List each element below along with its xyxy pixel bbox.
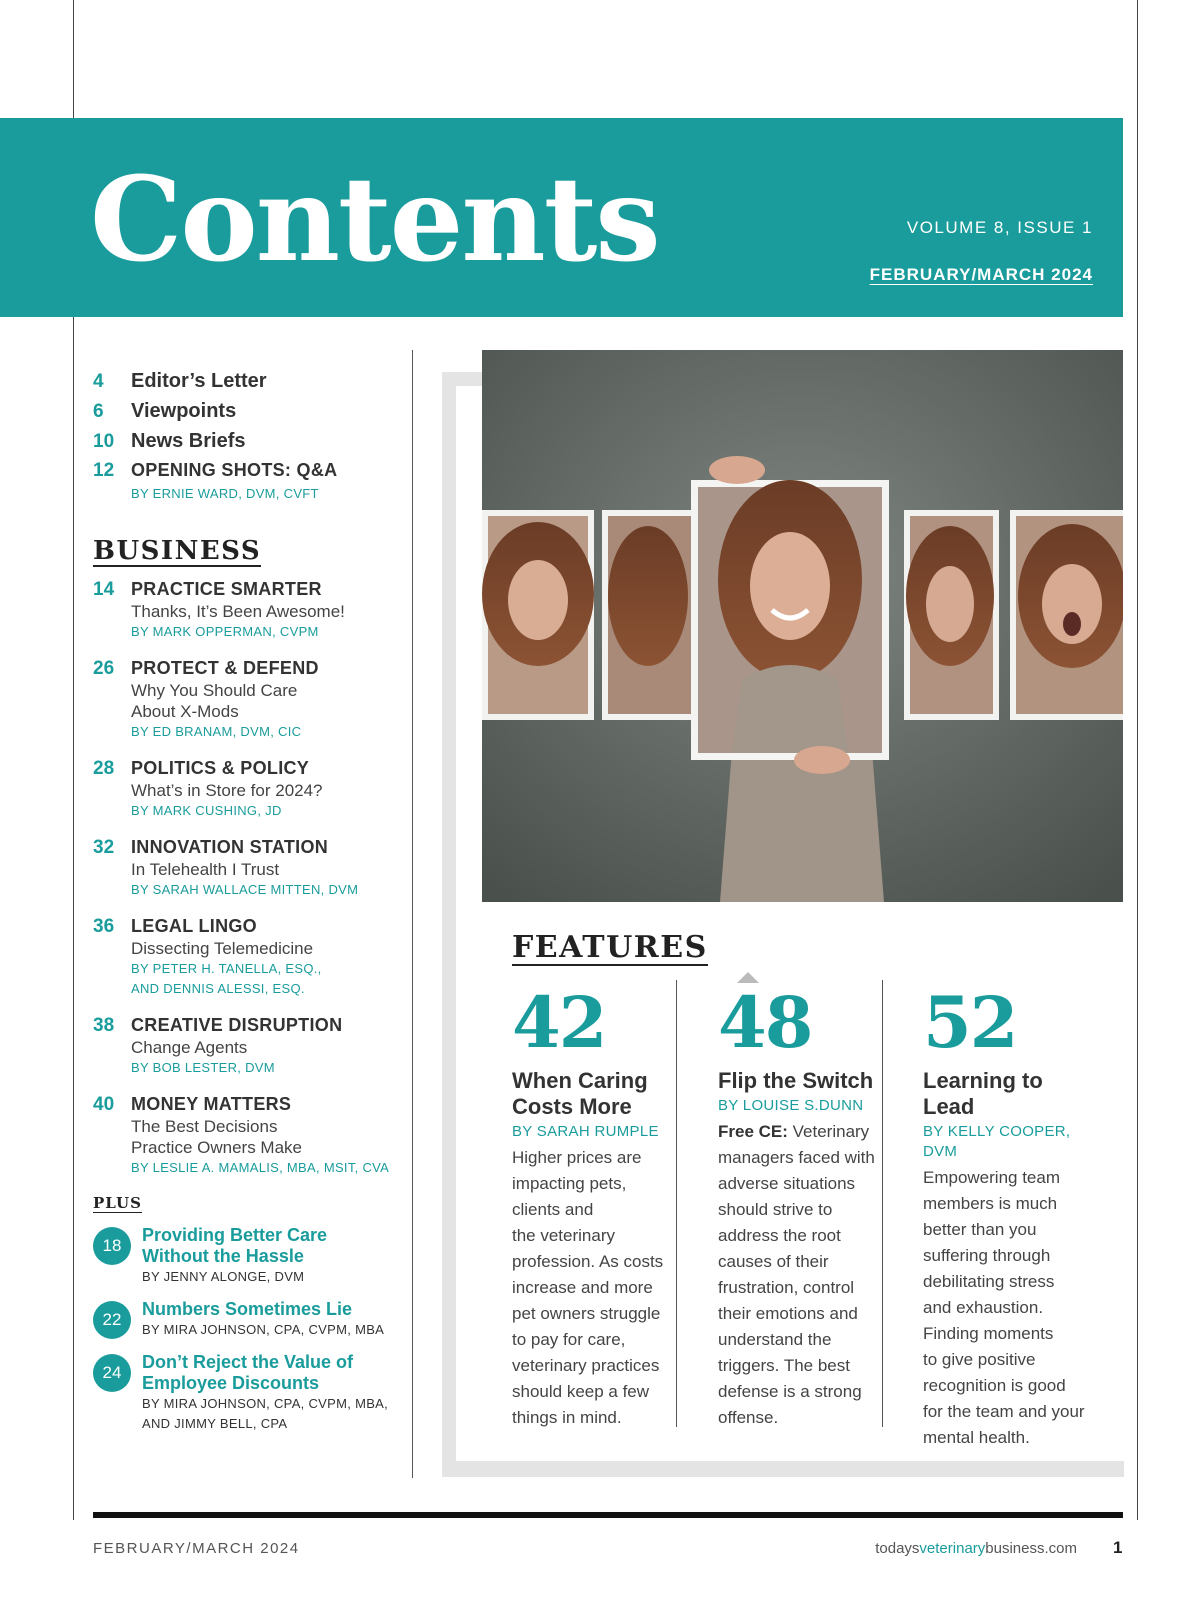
feature-byline: [512, 1122, 687, 1142]
site-suffix: business.com: [985, 1540, 1077, 1557]
site-prefix: todays: [875, 1540, 920, 1557]
feature-title: [718, 1068, 893, 1094]
toc-item[interactable]: [93, 400, 413, 430]
feature-dek-line: [923, 1347, 1098, 1373]
feature-dek-text: should keep a few: [512, 1382, 650, 1401]
feature-dek-line: [718, 1119, 893, 1145]
article-byline: BY SARAH WALLACE MITTEN, DVM: [131, 882, 359, 898]
business-item-header: [93, 758, 413, 780]
business-item-header: [93, 1015, 413, 1037]
article-title: Providing Better Care: [142, 1225, 328, 1246]
feature-dek-text: clients and: [512, 1200, 594, 1219]
features-heading: FEATURES: [512, 930, 708, 965]
feature-byline: [718, 1096, 893, 1116]
feature-dek-line: [512, 1275, 687, 1301]
feature-dek: [718, 1119, 893, 1431]
article-title: Without the Hassle: [142, 1246, 304, 1267]
article-title: Don’t Reject the Value of: [142, 1352, 354, 1373]
article-byline: AND JIMMY BELL, CPA: [142, 1416, 288, 1432]
plus-heading: PLUS: [93, 1194, 142, 1213]
plus-item[interactable]: [93, 1299, 413, 1340]
business-item-header: [93, 1094, 413, 1116]
page-number: 38: [93, 1015, 115, 1037]
feature-dek-text: Empowering team: [923, 1168, 1061, 1187]
article-byline: BY MIRA JOHNSON, CPA, CVPM, MBA,: [142, 1396, 389, 1412]
article-byline: BY LESLIE A. MAMALIS, MBA, MSIT, CVA: [131, 1160, 390, 1176]
feature-dek-line: [718, 1249, 893, 1275]
page-number: 36: [93, 916, 115, 938]
feature-dek-line: [923, 1191, 1098, 1217]
page-number: 10: [93, 431, 115, 452]
footer-page-number: 1: [1113, 1538, 1123, 1557]
feature-dek-text: the veterinary: [512, 1226, 615, 1245]
feature-dek-line: [512, 1301, 687, 1327]
feature-dek-text: increase and more: [512, 1278, 653, 1297]
page-number-badge: 18: [93, 1227, 131, 1265]
page-margin-line-right: [1137, 0, 1138, 1520]
feature-title-line: Costs More: [512, 1094, 632, 1119]
photo-frame-left: [442, 372, 456, 1477]
article-title: About X-Mods: [131, 702, 239, 722]
feature-dek-line: [718, 1353, 893, 1379]
plus-list: [93, 1225, 413, 1434]
article-title: Numbers Sometimes Lie: [142, 1299, 353, 1320]
feature-dek-line: [512, 1171, 687, 1197]
feature-dek-text: profession. As costs: [512, 1252, 664, 1271]
feature-page-number: 48: [718, 981, 812, 1064]
site-accent: veterinary: [919, 1540, 986, 1557]
feature-dek-line: [512, 1249, 687, 1275]
feature-dek-text: offense.: [718, 1408, 779, 1427]
feature-dek-line: [512, 1405, 687, 1431]
business-item[interactable]: [93, 837, 413, 900]
feature-dek-text: adverse situations: [718, 1174, 856, 1193]
page-number: 12: [93, 460, 115, 481]
page-number: 32: [93, 837, 115, 859]
feature-dek-text: impacting pets,: [512, 1174, 627, 1193]
business-item-header: [93, 658, 413, 680]
business-item-header: [93, 916, 413, 938]
feature-dek-line: [512, 1223, 687, 1249]
article-title: Dissecting Telemedicine: [131, 939, 314, 959]
article-title: What’s in Store for 2024?: [131, 781, 323, 801]
feature-dek-line: [923, 1217, 1098, 1243]
feature-dek-line: [718, 1405, 893, 1431]
feature-dek-text: triggers. The best: [718, 1356, 850, 1375]
feature-dek-text: veterinary practices: [512, 1356, 660, 1375]
plus-item[interactable]: [93, 1225, 413, 1287]
feature-dek-line: [512, 1353, 687, 1379]
feature-dek-text: address the root: [718, 1226, 841, 1245]
woman-with-masks-illustration: [482, 350, 1123, 902]
photo-frame-bottom: [442, 1461, 1124, 1477]
business-item[interactable]: [93, 758, 413, 821]
feature-dek-text: for the team and your: [923, 1402, 1085, 1421]
department-name: PRACTICE SMARTER: [131, 579, 322, 600]
feature-dek-text: mental health.: [923, 1428, 1030, 1447]
feature-dek-line: [718, 1301, 893, 1327]
page-number-badge: 24: [93, 1354, 131, 1392]
feature-dek-text: suffering through: [923, 1246, 1051, 1265]
feature-dek-line: [923, 1425, 1098, 1451]
article-byline: BY PETER H. TANELLA, ESQ.,: [131, 961, 322, 977]
page-number: 28: [93, 758, 115, 780]
feature-dek-text: better than you: [923, 1220, 1037, 1239]
business-item[interactable]: [93, 579, 413, 642]
page-number: 6: [93, 401, 104, 422]
cover-photo: [482, 350, 1123, 902]
feature-dek-text: understand the: [718, 1330, 832, 1349]
feature-dek-line: [718, 1379, 893, 1405]
feature-dek-text: and exhaustion.: [923, 1298, 1044, 1317]
department-name: INNOVATION STATION: [131, 837, 329, 858]
feature-dek-line: [718, 1327, 893, 1353]
volume-issue: VOLUME 8, ISSUE 1: [906, 218, 1093, 237]
article-title: In Telehealth I Trust: [131, 860, 280, 880]
feature-title-line: Flip the Switch: [718, 1068, 874, 1093]
feature-dek-text: debilitating stress: [923, 1272, 1055, 1291]
toc-item-byline: BY ERNIE WARD, DVM, CVFT: [131, 486, 319, 501]
feature-dek-text: to give positive: [923, 1350, 1036, 1369]
issue-date[interactable]: FEBRUARY/MARCH 2024: [869, 265, 1093, 284]
page-number-badge: 22: [93, 1301, 131, 1339]
feature-dek-text: managers faced with: [718, 1148, 875, 1167]
feature-dek-line: [512, 1379, 687, 1405]
article-title: Employee Discounts: [142, 1373, 320, 1394]
feature-dek-line: [718, 1275, 893, 1301]
article-byline: BY MARK CUSHING, JD: [131, 803, 282, 819]
page-title: Contents: [90, 152, 659, 288]
page-number: 14: [93, 579, 115, 601]
department-name: MONEY MATTERS: [131, 1094, 292, 1115]
article-byline: BY BOB LESTER, DVM: [131, 1060, 275, 1076]
toc-item-title: OPENING SHOTS: Q&A: [131, 460, 338, 480]
feature-byline-line: BY SARAH RUMPLE: [512, 1123, 659, 1140]
plus-item[interactable]: [93, 1352, 413, 1434]
feature-dek-line: [923, 1373, 1098, 1399]
feature-byline-line: DVM: [923, 1143, 958, 1160]
feature-dek-text: Veterinary: [787, 1122, 870, 1141]
feature-title-line: When Caring: [512, 1068, 648, 1093]
toc-item[interactable]: [93, 370, 413, 400]
page-number: 4: [93, 371, 104, 392]
article-title: Practice Owners Make: [131, 1138, 302, 1158]
feature-dek-text: Higher prices are: [512, 1148, 642, 1167]
plus-item-text: [142, 1352, 388, 1434]
feature-title-line: Learning to Lead: [923, 1068, 1043, 1119]
feature-dek: [923, 1165, 1098, 1451]
article-byline: BY ED BRANAM, DVM, CIC: [131, 724, 302, 740]
feature-dek-line: [512, 1145, 687, 1171]
feature-dek-line: [718, 1145, 893, 1171]
feature-page-number: 52: [923, 981, 1017, 1064]
toc-item-title: Viewpoints: [131, 400, 237, 422]
business-item[interactable]: [93, 658, 413, 742]
feature-dek-text: frustration, control: [718, 1278, 855, 1297]
feature-dek-text: pet owners struggle: [512, 1304, 661, 1323]
business-list: [93, 579, 413, 1178]
feature-title: [512, 1068, 687, 1120]
page-number: 40: [93, 1094, 115, 1116]
page-number: 26: [93, 658, 115, 680]
business-item[interactable]: [93, 1015, 413, 1078]
feature-dek-text: defense is a strong: [718, 1382, 862, 1401]
article-byline: BY JENNY ALONGE, DVM: [142, 1269, 305, 1285]
feature-dek-lead: Free CE:: [718, 1122, 788, 1141]
article-title: Why You Should Care: [131, 681, 298, 701]
article-title: Change Agents: [131, 1038, 248, 1058]
feature-item[interactable]: [512, 981, 687, 1431]
article-title: Thanks, It’s Been Awesome!: [131, 602, 345, 622]
article-byline: AND DENNIS ALESSI, ESQ.: [131, 981, 305, 997]
feature-dek-line: [718, 1197, 893, 1223]
feature-byline-line: BY LOUISE S.DUNN: [718, 1097, 864, 1114]
feature-dek-line: [718, 1223, 893, 1249]
feature-dek-line: [923, 1165, 1098, 1191]
toc-item-title: Editor’s Letter: [131, 370, 267, 392]
feature-dek-text: causes of their: [718, 1252, 829, 1271]
feature-dek-text: should strive to: [718, 1200, 833, 1219]
intro-list: [93, 370, 413, 501]
article-title: The Best Decisions: [131, 1117, 278, 1137]
feature-dek: [512, 1145, 687, 1431]
feature-dek-text: recognition is good: [923, 1376, 1066, 1395]
feature-dek-text: Finding moments: [923, 1324, 1054, 1343]
toc-item-title: News Briefs: [131, 430, 246, 452]
business-item[interactable]: [93, 916, 413, 999]
business-item-header: [93, 579, 413, 601]
department-name: LEGAL LINGO: [131, 916, 257, 937]
feature-item[interactable]: [718, 981, 893, 1431]
feature-dek-line: [512, 1197, 687, 1223]
footer-rule: [93, 1512, 1123, 1518]
footer-website-link[interactable]: [875, 1540, 1077, 1557]
feature-dek-line: [512, 1327, 687, 1353]
article-byline: BY MARK OPPERMAN, CVPM: [131, 624, 319, 640]
feature-title: [923, 1068, 1098, 1120]
feature-dek-text: to pay for care,: [512, 1330, 626, 1349]
department-name: POLITICS & POLICY: [131, 758, 310, 779]
department-name: CREATIVE DISRUPTION: [131, 1015, 343, 1036]
article-byline: BY MIRA JOHNSON, CPA, CVPM, MBA: [142, 1322, 385, 1338]
feature-byline-line: BY KELLY COOPER,: [923, 1123, 1071, 1140]
feature-byline: [923, 1122, 1098, 1162]
feature-dek-line: [923, 1269, 1098, 1295]
feature-dek-text: members is much: [923, 1194, 1058, 1213]
feature-dek-line: [923, 1321, 1098, 1347]
footer-issue-date: FEBRUARY/MARCH 2024: [93, 1540, 300, 1557]
feature-dek-line: [923, 1243, 1098, 1269]
feature-dek-line: [718, 1171, 893, 1197]
toc-item[interactable]: [93, 430, 413, 460]
plus-item-text: [142, 1225, 327, 1287]
plus-item-text: [142, 1299, 384, 1340]
business-item[interactable]: [93, 1094, 413, 1178]
feature-dek-line: [923, 1295, 1098, 1321]
business-item-header: [93, 837, 413, 859]
feature-dek-line: [923, 1399, 1098, 1425]
feature-dek-text: things in mind.: [512, 1408, 622, 1427]
toc-column: [93, 370, 413, 1434]
department-name: PROTECT & DEFEND: [131, 658, 319, 679]
business-heading: BUSINESS: [93, 536, 262, 566]
feature-page-number: 42: [512, 981, 606, 1064]
feature-dek-text: their emotions and: [718, 1304, 858, 1323]
feature-item[interactable]: [923, 981, 1098, 1451]
